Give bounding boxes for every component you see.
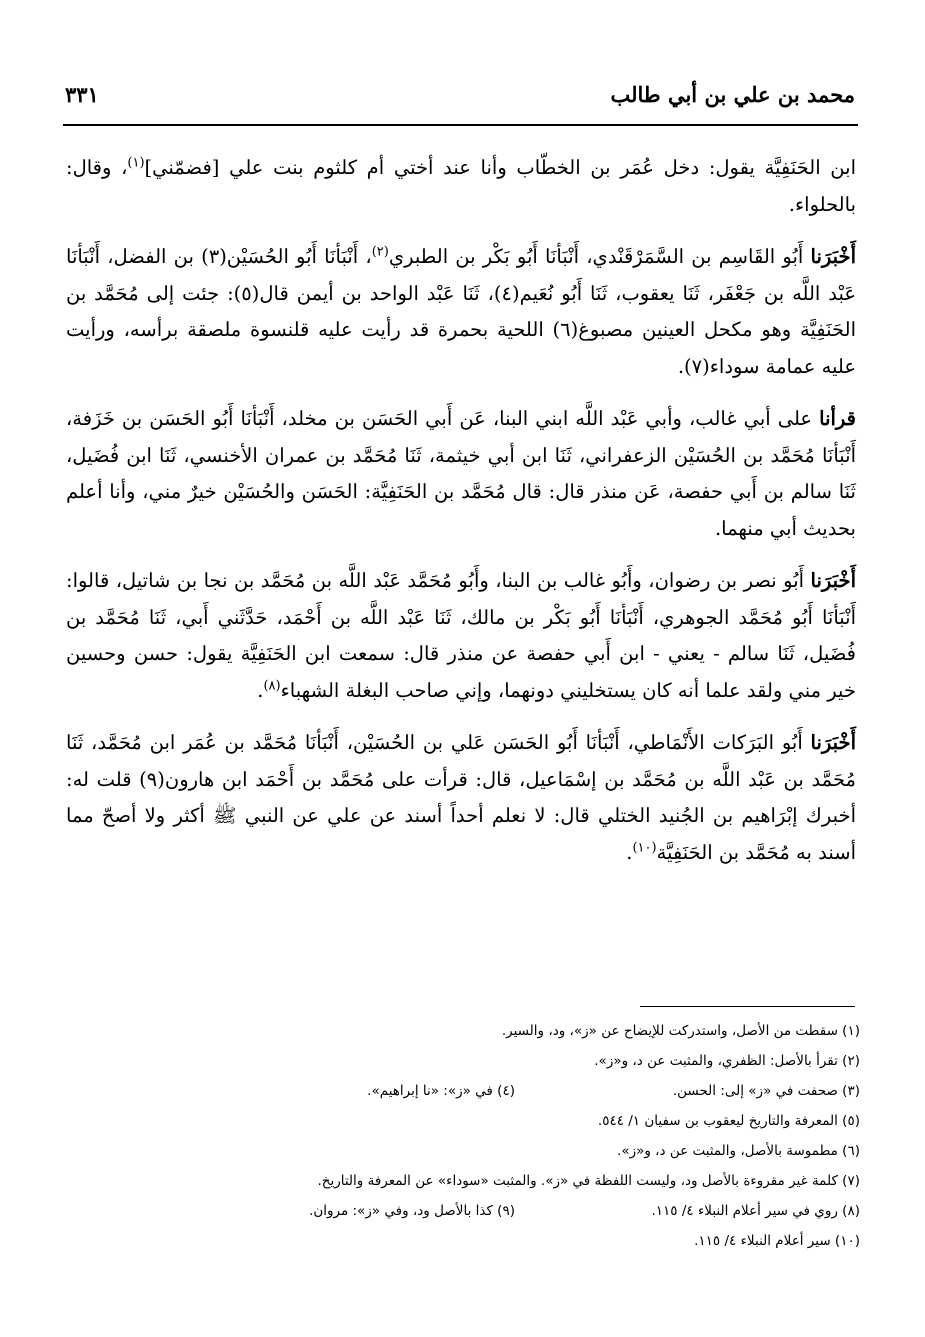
footnote: (١٠) سير أعلام النبلاء ٤/ ١١٥. — [694, 1233, 860, 1249]
footnote: (٥) المعرفة والتاريخ ليعقوب بن سفيان ١/ ٥٤٤. — [597, 1113, 860, 1129]
paragraph-tail: . — [626, 840, 633, 864]
footnote-line — [190, 1166, 860, 1196]
main-text — [66, 150, 856, 887]
paragraph-text: أَبُو القَاسِم بن السَّمَرْقَنْدي، أَنْبَأنَا أَبُو بَكْر بن الطبري — [388, 245, 811, 268]
paragraph — [66, 563, 856, 709]
running-title: محمد بن علي بن أبي طالب — [610, 82, 855, 107]
footnote-rule — [640, 1006, 855, 1007]
paragraph-tail: ، وقال: بالحلواء. — [66, 156, 856, 216]
paragraph — [66, 401, 856, 547]
footnote-ref: (٢) — [371, 244, 389, 260]
footnote: (٢) تقرأ بالأصل: الظفري، والمثبت عن د، و«ز». — [594, 1053, 860, 1069]
paragraph-text: ابن الحَنَفِيَّة يقول: دخل عُمَر بن الخطّاب وأنا عند أختي أم كلثوم بنت علي [فضمّني] — [144, 156, 856, 179]
paragraph — [66, 239, 856, 385]
paragraph-lead: أَخْبَرَنا — [810, 245, 856, 268]
footnote-line — [190, 1106, 860, 1136]
footnote-line — [190, 1016, 860, 1046]
footnote: (٧) كلمة غير مقروءة بالأصل ود، وليست اللفظة في «ز». والمثبت «سوداء» عن المعرفة والتاريخ. — [317, 1173, 860, 1189]
page-header — [65, 82, 855, 122]
footnote-line — [190, 1196, 860, 1226]
footnote: (٨) روي في سير أعلام النبلاء ٤/ ١١٥. — [651, 1203, 860, 1219]
paragraph — [66, 150, 856, 223]
paragraph-lead: أَخْبَرَنا — [810, 569, 856, 592]
footnote-ref: (١) — [127, 155, 145, 171]
paragraph-text: أَبُو البَرَكات الأَنْمَاطي، أَنْبَأنَا أَبُو الحَسَن عَلي بن الحُسَيْن، أَنْبَأنَا مُحَمَّد بن عُمَر ابن مُحَمَّد، ثَنَا مُحَمَّد بن عَبْد اللَّه بن مُحَمَّد بن إسْمَاعيل، قال: قرأت على مُحَمَّد بن أَحْمَد ابن هارون(٩) قلت له: أخبرك إبْرَاهيم بن الجُنيد الختلي قال: لا نعلم أحداً أسند عن علي عن النبي ﷺ أكثر ولا أصحّ مما أسند به مُحَمَّد بن الحَنَفِيَّة — [66, 731, 856, 864]
footnote-line — [190, 1046, 860, 1076]
footnote: (٦) مطموسة بالأصل، والمثبت عن د، و«ز». — [617, 1143, 860, 1159]
paragraph-text: أَبُو نصر بن رضوان، وأَبُو غالب بن البنا، وأَبُو مُحَمَّد عَبْد اللَّه بن مُحَمَّد بن نجا بن شاتيل، قالوا: أَنْبَأنَا أَبُو مُحَمَّد الجوهري، أَنْبَأنَا أَبُو بَكْر بن مالك، ثَنَا عَبْد اللَّه بن أَحْمَد، حَدَّثَني أَبي، ثَنَا مُحَمَّد بن فُضَيل، ثَنَا سالم - يعني - ابن أَبي حفصة عن منذر قال: سمعت ابن الحَنَفِيَّة يقول: حسن وحسين خير مني ولقد علما أنه كان يستخليني دونهما، وإني صاحب البغلة الشهباء — [66, 569, 856, 702]
paragraph-text: على أبي غالب، وأبي عَبْد اللَّه ابني البنا، عَن أَبي الحَسَن بن مخلد، أَنْبَأنَا أَبُو الحَسَن بن خَزَفة، أَنْبَأنَا مُحَمَّد بن الحُسَيْن الزعفراني، ثَنَا ابن أبي خيثمة، ثَنَا مُحَمَّد بن عمران الأخنسي، ثَنَا ابن فُضَيل، ثَنَا سالم بن أَبي حفصة، عَن منذر قال: قال مُحَمَّد بن الحَنَفِيَّة: الحَسَن والحُسَيْن خيرٌ مني، وأنا أعلم بحديث أبي منهما. — [66, 407, 856, 540]
footnote: (٤) في «ز»: «نا إبراهيم». — [367, 1083, 515, 1099]
footnote: (١) سقطت من الأصل، واستدركت للإيضاح عن «ز»، ود، والسير. — [501, 1023, 860, 1039]
footnote-line — [190, 1226, 860, 1256]
footnote-line — [190, 1136, 860, 1166]
footnote-line — [190, 1076, 860, 1106]
page-number: ٣٣١ — [65, 82, 99, 107]
footnote: (٣) صحفت في «ز» إلى: الحسن. — [672, 1083, 860, 1099]
footnote-ref: (١٠) — [632, 840, 657, 855]
paragraph-lead: أَخْبَرَنا — [810, 731, 856, 754]
paragraph-tail: ، أَنْبَأنَا أَبُو الحُسَيْن(٣) بن الفضل، أَنْبَأنَا عَبْد اللَّه بن جَعْفَر، ثَنَا يعقوب، ثَنَا أَبُو نُعَيم(٤)، ثَنَا عَبْد الواحد بن أيمن قال(٥): جئت إلى مُحَمَّد بن الحَنَفِيَّة وهو مكحل العينين مصبوغ(٦) اللحية بحمرة قد رأيت عليه قلنسوة ملصقة برأسه، ورأيت عليه عمامة سوداء(٧). — [66, 245, 857, 378]
footnotes — [190, 1016, 860, 1256]
paragraph-lead: قرأنا — [819, 407, 856, 430]
header-rule — [63, 124, 858, 126]
footnote-ref: (٨) — [263, 678, 281, 693]
paragraph-tail: . — [257, 678, 264, 702]
footnote: (٩) كذا بالأصل ود، وفي «ز»: مروان. — [309, 1203, 515, 1219]
paragraph — [66, 725, 856, 871]
